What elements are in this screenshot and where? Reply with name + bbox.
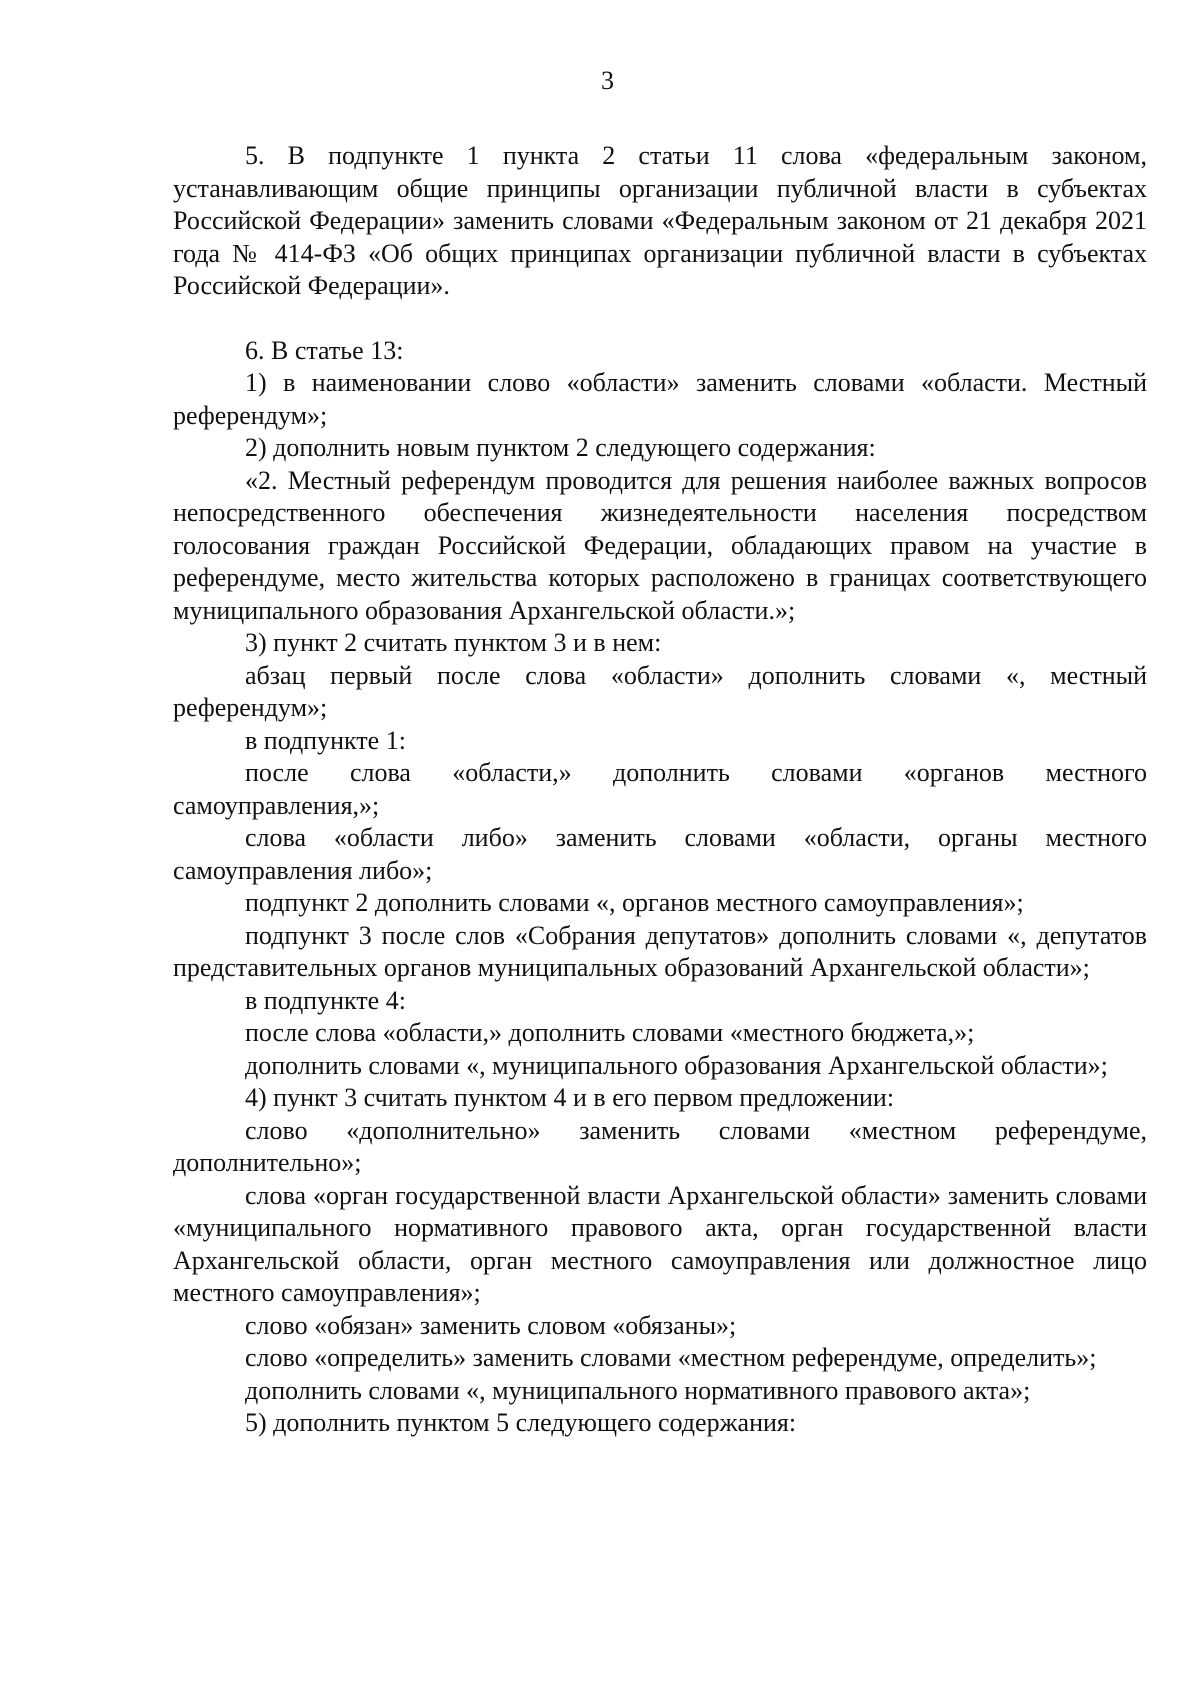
paragraph-municipal-formation: дополнить словами «, муниципального образования Архангельской области»; [245,1050,1108,1080]
paragraph-after-word-oblasti: после слова «области,» дополнить словами «органов местного самоуправления,»; [173,758,1147,820]
document-body [173,140,1147,1440]
paragraph-subpoint-1-heading: в подпункте 1: [245,725,406,755]
paragraph-word-opredelit: слово «определить» заменить словами «местном референдуме, определить»; [245,1343,1097,1372]
paragraph-subitem-3: 3) пункт 2 считать пунктом 3 и в нем: [245,628,662,657]
paragraph-word-dopolnitelno: слово «дополнительно» заменить словами «местном референдуме, дополнительно»; [173,1115,1147,1177]
paragraph-item-5: 5. В подпункте 1 пункта 2 статьи 11 слова «федеральным законом, устанавливающим общие принципы организации публичной власти в субъектах Российской Федерации» заменить словами «Федеральным законом от 21 декабря 2021 года № 414-ФЗ «Об общих принципах организации публичной власти в субъектах Российской Федерации». [173,141,1147,300]
paragraph-subitem-4: 4) пункт 3 считать пунктом 4 и в его первом предложении: [245,1083,895,1112]
paragraph-article-13-heading: 6. В статье 13: [245,335,404,365]
paragraph-state-authority: слова «орган государственной власти Архангельской области» заменить словами «муниципального нормативного правового акта, орган государственной власти Архангельской области, орган местного самоуправления или должностное лицо местного самоуправления»; [173,1180,1147,1307]
page-number: 3 [601,66,614,95]
paragraph-subpoint-2: подпункт 2 дополнить словами «, органов местного самоуправления»; [245,888,1024,917]
paragraph-subpoint-3: подпункт 3 после слов «Собрания депутатов» дополнить словами «, депутатов представительных органов муниципальных образований Архангельской области»; [173,920,1147,982]
paragraph-subitem-2: 2) дополнить новым пунктом 2 следующего содержания: [245,433,876,462]
paragraph-first-abzac: абзац первый после слова «области» дополнить словами «, местный референдум»; [173,660,1147,722]
paragraph-subpoint-4-heading: в подпункте 4: [245,985,406,1015]
paragraph-new-point-2: «2. Местный референдум проводится для решения наиболее важных вопросов непосредственного обеспечения жизнедеятельности населения посредством голосования граждан Российской Федерации, обладающих правом на участие в референдуме, место жительства которых расположено в границах соответствующего муниципального образования Архангельской области.»; [173,465,1147,625]
paragraph-word-obyazan: слово «обязан» заменить словом «обязаны»; [245,1310,737,1340]
paragraph-words-oblasti-libo: слова «области либо» заменить словами «области, органы местного самоуправления либо»; [173,823,1147,885]
paragraph-local-budget: после слова «области,» дополнить словами «местного бюджета,»; [245,1018,975,1047]
paragraph-normative-act: дополнить словами «, муниципального нормативного правового акта»; [245,1375,1031,1405]
paragraph-subitem-5: 5) дополнить пунктом 5 следующего содержания: [245,1408,797,1437]
paragraph-subitem-1: 1) в наименовании слово «области» заменить словами «области. Местный референдум»; [173,368,1147,430]
